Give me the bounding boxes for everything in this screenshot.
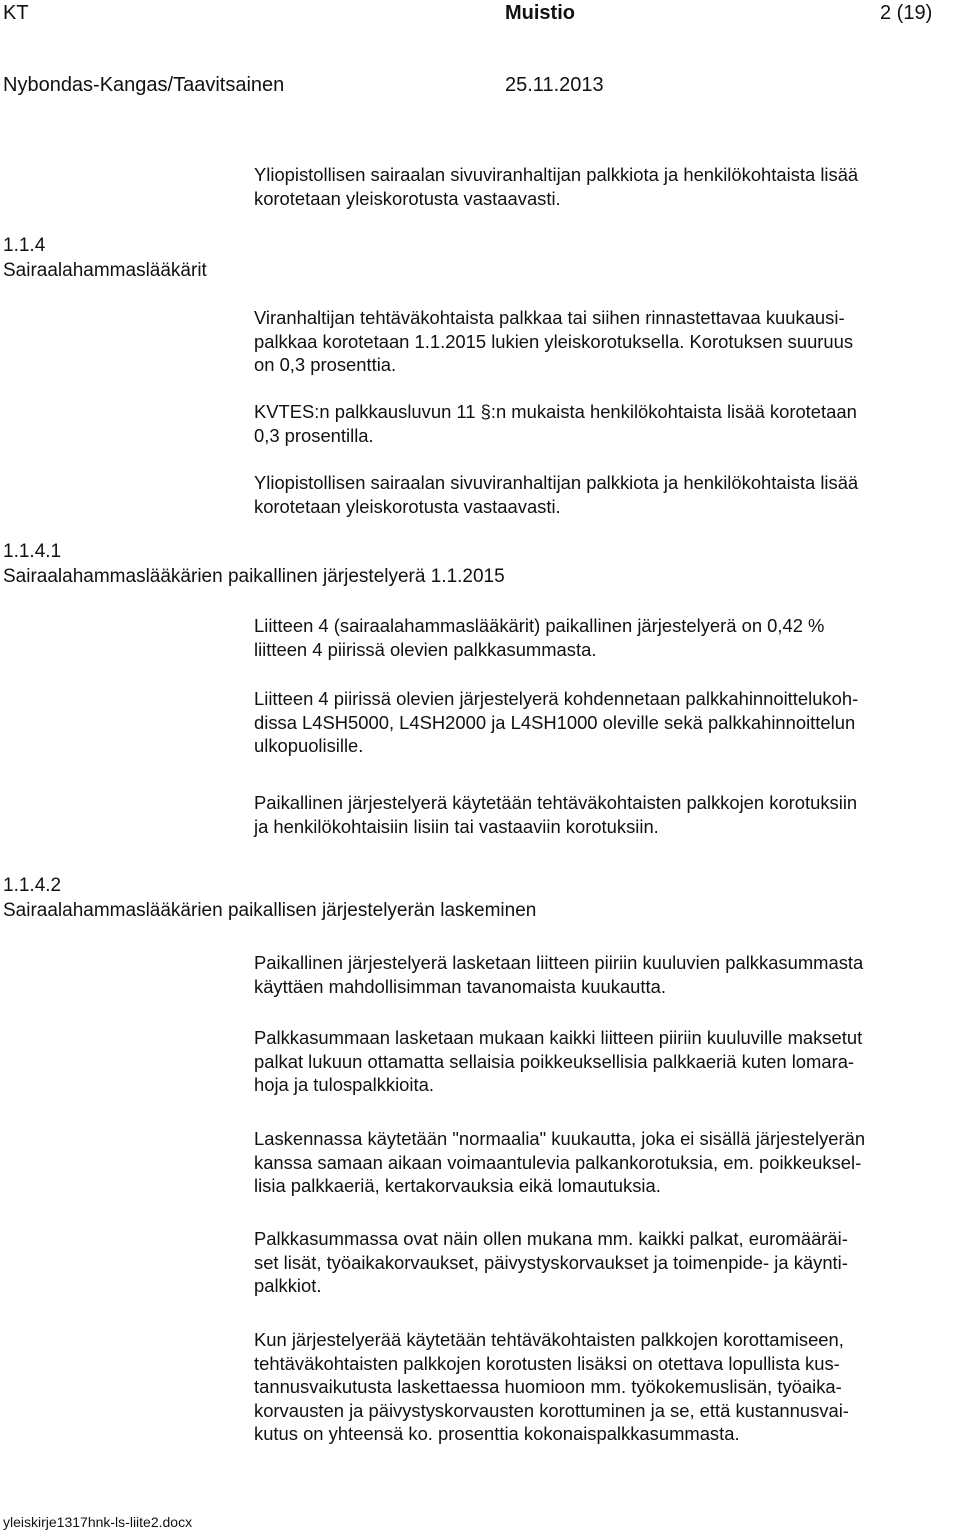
paragraph-line: korvausten ja päivystyskorvausten korottuminen ja se, että kustannusvai- [254, 1399, 849, 1421]
section-1-1-4-heading [3, 233, 207, 283]
paragraph-line: Viranhaltijan tehtäväkohtaista palkkaa tai siihen rinnastettavaa kuukausi- [254, 307, 845, 328]
paragraph-line: korotetaan yleiskorotusta vastaavasti. [254, 495, 561, 517]
paragraph-line: Kun järjestelyerää käytetään tehtäväkohtaisten palkkojen korottamiseen, [254, 1329, 844, 1350]
paragraph-mukana-olevat [254, 1227, 958, 1298]
paragraph-line: lisia palkkaeriä, kertakorvauksia eikä lomautuksia. [254, 1175, 661, 1197]
paragraph-line: hoja ja tulospalkkioita. [254, 1074, 434, 1096]
paragraph-sivuviranhaltija-2 [254, 471, 958, 518]
paragraph-line: palkkiot. [254, 1275, 322, 1297]
paragraph-jarjestelyera-osuus [254, 614, 958, 661]
paragraph-line: Yliopistollisen sairaalan sivuviranhaltijan palkkiota ja henkilökohtaista lisää [254, 472, 859, 493]
paragraph-line: liitteen 4 piirissä olevien palkkasummasta. [254, 638, 597, 660]
page-number: 2 (19) [880, 2, 933, 24]
paragraph-kustannusvaikutus [254, 1328, 958, 1446]
section-1-1-4-2-heading [3, 873, 536, 923]
paragraph-palkkasumma [254, 1026, 958, 1097]
paragraph-kaytto [254, 791, 958, 838]
author-line: Nybondas-Kangas/Taavitsainen [3, 74, 285, 96]
section-title: Sairaalahammaslääkärien paikallinen järjestelyerä 1.1.2015 [3, 566, 505, 587]
paragraph-line: Yliopistollisen sairaalan sivuviranhaltijan palkkiota ja henkilökohtaista lisää [254, 164, 859, 185]
paragraph-line: Laskennassa käytetään "normaalia" kuukautta, joka ei sisällä järjestelyerän [254, 1128, 866, 1149]
paragraph-line: tannusvaikutusta laskettaessa huomioon mm. työkokemuslisän, työaika- [254, 1376, 842, 1398]
section-1-1-4-1-heading [3, 539, 505, 589]
paragraph-line: set lisät, työaikakorvaukset, päivystyskorvaukset ja toimenpide- ja käynti- [254, 1251, 848, 1273]
paragraph-line: dissa L4SH5000, L4SH2000 ja L4SH1000 oleville sekä palkkahinnoittelun [254, 711, 856, 733]
document-type: Muistio [505, 2, 575, 24]
section-number: 1.1.4.2 [3, 875, 62, 896]
paragraph-line: palkat lukuun ottamatta sellaisia poikkeuksellisia palkkaeriä kuten lomara- [254, 1050, 855, 1072]
paragraph-line: käyttäen mahdollisimman tavanomaista kuukautta. [254, 975, 666, 997]
section-number: 1.1.4 [3, 235, 46, 256]
paragraph-line: on 0,3 prosenttia. [254, 354, 397, 376]
paragraph-viranhaltijan-palkka [254, 306, 958, 377]
paragraph-line: ulkopuolisille. [254, 735, 364, 757]
paragraph-line: Paikallinen järjestelyerä käytetään tehtäväkohtaisten palkkojen korotuksiin [254, 792, 858, 813]
paragraph-line: Palkkasummassa ovat näin ollen mukana mm. kaikki palkat, euromääräi- [254, 1228, 848, 1249]
paragraph-line: ja henkilökohtaisiin lisiin tai vastaaviin korotuksiin. [254, 815, 659, 837]
paragraph-sivuviranhaltija-1 [254, 163, 958, 210]
paragraph-line: kanssa samaan aikaan voimaantulevia palkankorotuksia, em. poikkeuksel- [254, 1151, 862, 1173]
section-title: Sairaalahammaslääkärit [3, 260, 207, 281]
paragraph-kvtes-lisa [254, 400, 958, 447]
paragraph-laskeminen [254, 951, 958, 998]
paragraph-line: kutus on yhteensä ko. prosenttia kokonaispalkkasummasta. [254, 1423, 740, 1445]
paragraph-line: tehtäväkohtaisten palkkojen korotusten lisäksi on otettava lopullista kus- [254, 1352, 840, 1374]
paragraph-line: Liitteen 4 (sairaalahammaslääkärit) paikallinen järjestelyerä on 0,42 % [254, 615, 825, 636]
paragraph-line: Liitteen 4 piirissä olevien järjestelyerä kohdennetaan palkkahinnoittelukoh- [254, 688, 859, 709]
footer-filename: yleiskirje1317hnk-ls-liite2.docx [3, 1514, 193, 1530]
section-number: 1.1.4.1 [3, 541, 62, 562]
paragraph-normaali-kuukausi [254, 1127, 958, 1198]
paragraph-line: korotetaan yleiskorotusta vastaavasti. [254, 187, 561, 209]
paragraph-line: KVTES:n palkkausluvun 11 §:n mukaista henkilökohtaista lisää korotetaan [254, 401, 857, 422]
paragraph-kohdentaminen [254, 687, 958, 758]
document-date: 25.11.2013 [505, 74, 604, 96]
paragraph-line: Palkkasummaan lasketaan mukaan kaikki liitteen piiriin kuuluville maksetut [254, 1027, 863, 1048]
org-code: KT [3, 2, 29, 24]
section-title: Sairaalahammaslääkärien paikallisen järjestelyerän laskeminen [3, 900, 537, 921]
paragraph-line: 0,3 prosentilla. [254, 424, 374, 446]
paragraph-line: palkkaa korotetaan 1.1.2015 lukien yleiskorotuksella. Korotuksen suuruus [254, 330, 854, 352]
paragraph-line: Paikallinen järjestelyerä lasketaan liitteen piiriin kuuluvien palkkasummasta [254, 952, 864, 973]
